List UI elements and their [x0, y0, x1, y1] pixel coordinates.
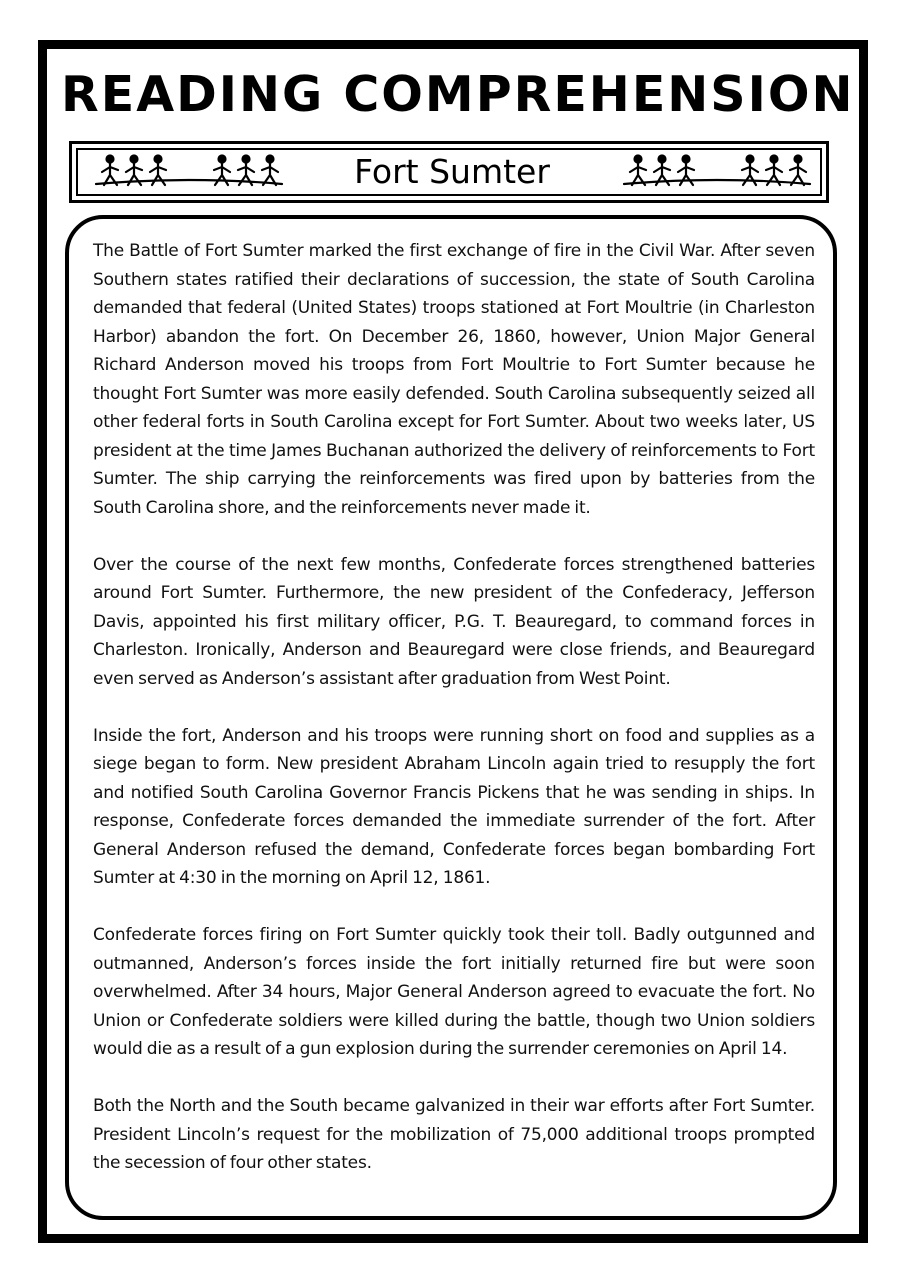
passage-paragraph: Inside the fort, Anderson and his troops were running short on food and supplies as a siege began to form. New president Abraham Lincoln again tried to resupply the fort and notified South Carolina Governor Francis Pickens that he was sending in ships. In response, Confederate forces demanded the immediate surrender of the fort. After General Anderson refused the demand, Confederate forces began bombarding Fort Sumter at 4:30 in the morning on April 12, 1861.	[93, 725, 815, 888]
worksheet-subtitle: Fort Sumter	[354, 152, 550, 191]
reading-passage	[93, 237, 815, 1206]
subtitle-banner	[69, 141, 829, 203]
passage-paragraph: Confederate forces firing on Fort Sumter quickly took their toll. Badly outgunned and outmanned, Anderson’s forces inside the fort initially returned fire but were soon overwhelmed. After 34 hours, Major General Anderson agreed to evacuate the fort. No Union or Confederate soldiers were killed during the battle, though two Union soldiers would die as a result of a gun explosion during the surrender ceremonies on April 14.	[93, 925, 815, 1059]
passage-paragraph: The Battle of Fort Sumter marked the first exchange of fire in the Civil War. After seven Southern states ratified their declarations of succession, the state of South Carolina demanded that federal (United States) troops stationed at Fort Moultrie (in Charleston Harbor) abandon the fort. On December 26, 1860, however, Union Major General Richard Anderson moved his troops from Fort Moultrie to Fort Sumter because he thought Fort Sumter was more easily defended. South Carolina subsequently seized all other federal forts in South Carolina except for Fort Sumter. About two weeks later, US president at the time James Buchanan authorized the delivery of reinforcements to Fort Sumter. The ship carrying the reinforcements was fired upon by batteries from the South Carolina shore, and the reinforcements never made it.	[93, 241, 815, 518]
passage-paragraph: Over the course of the next few months, Confederate forces strengthened batteries around Fort Sumter. Furthermore, the new president of the Confederacy, Jefferson Davis, appointed his first military officer, P.G. T. Beauregard, to command forces in Charleston. Ironically, Anderson and Beauregard were close friends, and Beauregard even served as Anderson’s assistant after graduation from West Point.	[93, 554, 815, 689]
tug-of-war-icon	[622, 154, 812, 192]
passage-paragraph: Both the North and the South became galvanized in their war efforts after Fort Sumter. President Lincoln’s request for the mobilization of 75,000 additional troops prompted the secession of four other states.	[93, 1096, 815, 1173]
tug-of-war-icon	[94, 154, 284, 192]
main-title: READING COMPREHENSION	[61, 66, 855, 123]
reading-passage-box	[65, 215, 837, 1220]
worksheet-page	[38, 40, 868, 1243]
